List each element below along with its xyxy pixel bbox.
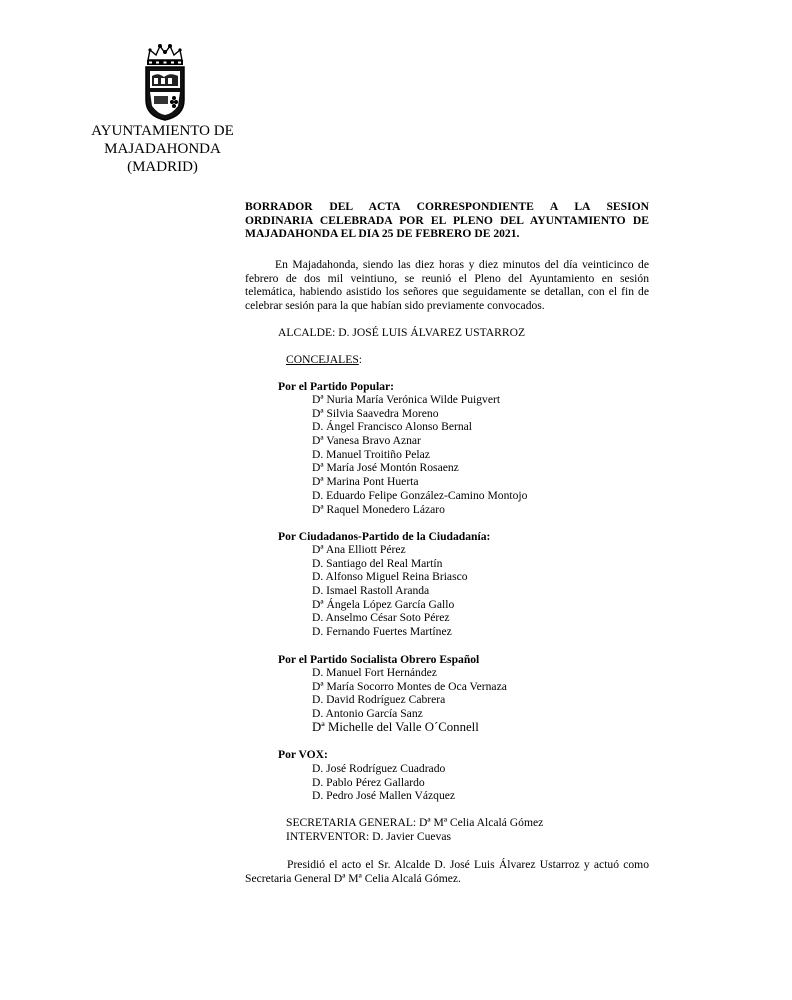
document-title	[245, 200, 649, 241]
list-item: Dª Marina Pont Huerta	[312, 475, 419, 489]
concejales-heading	[286, 353, 362, 367]
list-item: D. Santiago del Real Martín	[312, 556, 443, 570]
alcalde-line: ALCALDE: D. JOSÉ LUIS ÁLVAREZ USTARROZ	[278, 326, 526, 339]
group-name-pp: Por el Partido Popular:	[278, 380, 395, 393]
list-item: Dª Raquel Monedero Lázaro	[312, 502, 445, 516]
intro-line-4: celebrar sesión para la que habían sido previamente convocados.	[245, 299, 545, 313]
org-line-2: MAJADAHONDA	[104, 141, 221, 157]
member-list-pp	[312, 393, 527, 516]
closing-paragraph	[245, 858, 649, 885]
list-item: D. José Rodríguez Cuadrado	[312, 762, 446, 775]
list-item: D. Eduardo Felipe González-Camino Montojo	[312, 488, 528, 502]
list-item: Dª María Socorro Montes de Oca Vernaza	[312, 679, 507, 693]
interventor-line: INTERVENTOR: D. Javier Cuevas	[286, 830, 452, 843]
list-item: Dª Nuria María Verónica Wilde Puigvert	[312, 393, 501, 406]
intro-line-2: febrero de dos mil veintiuno, se reunió el Pleno del Ayuntamiento en sesión	[245, 271, 649, 285]
list-item: D. Manuel Troitiño Pelaz	[312, 447, 430, 461]
list-item: D. David Rodríguez Cabrera	[312, 693, 446, 707]
intro-line-3: telemática, habiendo asistido los señores que seguidamente se detallan, con el fin de	[245, 285, 649, 299]
list-item: D. Alfonso Miguel Reina Briasco	[312, 570, 468, 584]
list-item: D. Pablo Pérez Gallardo	[312, 775, 425, 789]
coat-of-arms-icon	[138, 42, 192, 122]
org-line-3: (MADRID)	[127, 159, 198, 175]
list-item: Dª Vanesa Bravo Aznar	[312, 434, 421, 448]
title-line-1: BORRADOR DEL ACTA CORRESPONDIENTE A LA SESION	[245, 200, 649, 213]
group-name-cs: Por Ciudadanos-Partido de la Ciudadanía:	[278, 530, 491, 543]
list-item: Dª María José Montón Rosaenz	[312, 461, 459, 475]
list-item: D. Ángel Francisco Alonso Bernal	[312, 420, 473, 434]
list-item: D. Pedro José Mallen Vázquez	[312, 789, 456, 803]
group-name-psoe: Por el Partido Socialista Obrero Español	[278, 653, 480, 666]
title-line-3: MAJADAHONDA EL DIA 25 DE FEBRERO DE 2021.	[245, 227, 520, 241]
intro-paragraph	[245, 258, 649, 313]
list-item: Dª Ana Elliott Pérez	[312, 543, 406, 556]
list-item: Dª Silvia Saavedra Moreno	[312, 406, 439, 420]
group-name-vox: Por VOX:	[278, 748, 328, 761]
intro-line-1: En Majadahonda, siendo las diez horas y diez minutos del día veinticinco de	[275, 258, 649, 271]
list-item: D. Anselmo César Soto Pérez	[312, 611, 450, 625]
org-line-1: AYUNTAMIENTO DE	[91, 123, 234, 139]
secretaria-line: SECRETARIA GENERAL: Dª Mª Celia Alcalá Gómez	[286, 816, 544, 829]
concejales-colon: :	[358, 353, 363, 366]
closing-line-2: Secretaria General Dª Mª Celia Alcalá Gómez.	[245, 871, 461, 885]
concejales-label: CONCEJALES	[286, 353, 359, 366]
list-item: D. Fernando Fuertes Martínez	[312, 625, 452, 639]
member-list-cs	[312, 543, 468, 639]
title-line-2: ORDINARIA CELEBRADA POR EL PLENO DEL AYUNTAMIENTO DE	[245, 213, 649, 227]
list-item: D. Antonio García Sanz	[312, 707, 423, 721]
list-item: Dª Ángela López García Gallo	[312, 597, 455, 611]
document-body	[245, 200, 649, 885]
list-item: Dª Michelle del Valle O´Connell	[312, 719, 479, 734]
list-item: D. Manuel Fort Hernández	[312, 666, 437, 679]
list-item: D. Ismael Rastoll Aranda	[312, 584, 430, 598]
closing-line-1: Presidió el acto el Sr. Alcalde D. José Luis Álvarez Ustarroz y actuó como	[287, 858, 649, 871]
member-list-psoe	[312, 666, 507, 734]
member-list-vox	[312, 762, 455, 803]
organization-name	[80, 122, 245, 176]
